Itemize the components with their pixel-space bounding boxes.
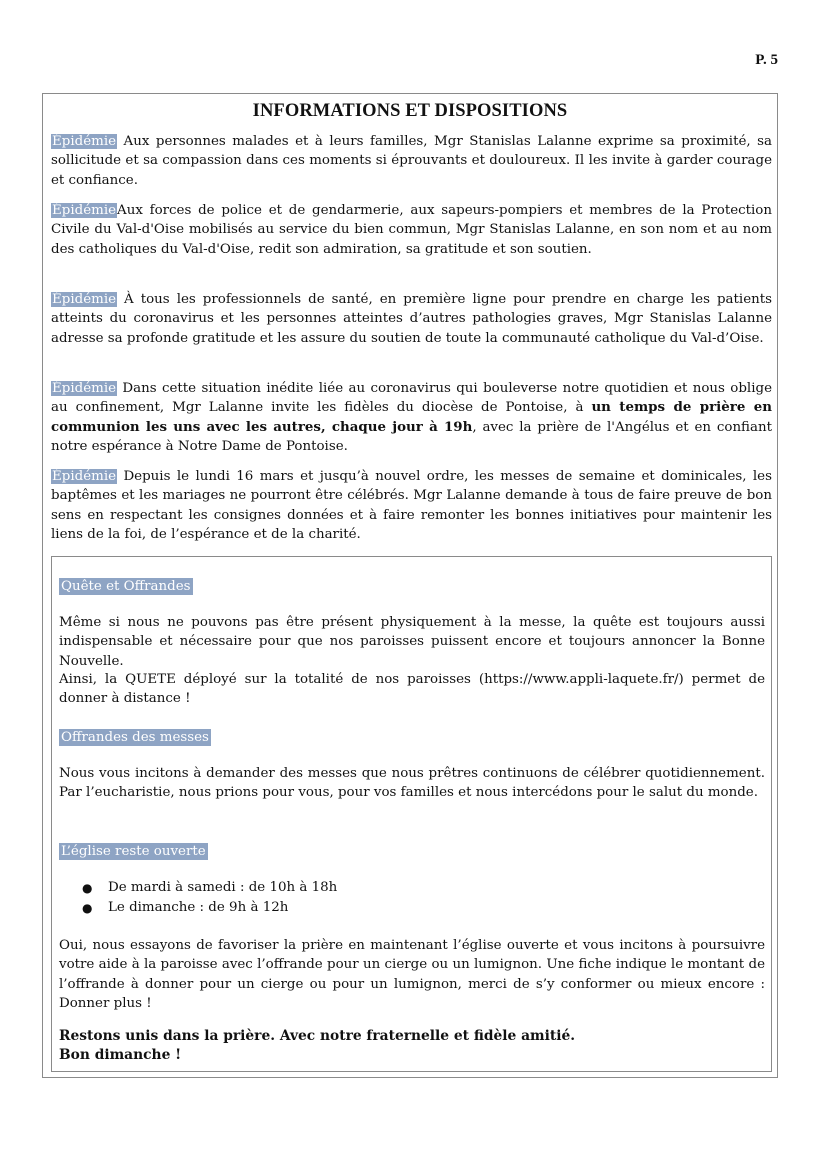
quete-app-text: Ainsi, la QUETE déployé sur la totalité de nos paroisses (https://www.appli-laquete.fr/) permet de donner à distance ! — [59, 672, 765, 707]
section-heading-offrandes: Offrandes des messes — [61, 730, 209, 745]
paragraph-5: Épidémie Depuis le lundi 16 mars et jusqu’à nouvel ordre, les messes de semaine et dominicales, les baptêmes et les mariages ne pourront être célébrés. Mgr Lalanne demande à tous de faire preuve de bon sens en respectant les consignes données et à faire remonter les bonnes initiatives pour maintenir les liens de la foi, de l’espérance et de la charité. — [51, 469, 772, 543]
bullet-icon: ● — [82, 881, 93, 895]
prayer-time-highlight: un temps de prière en communion les uns avec les autres, chaque jour à 19h — [51, 399, 773, 435]
paragraph-1: Épidémie Aux personnes malades et à leurs familles, Mgr Stanislas Lalanne exprime sa proximité, sa sollicitude et sa compassion dans ces moments si éprouvants et douloureux. Il les invite à garder courage et confiance. — [51, 134, 772, 188]
paragraph-3: Épidémie À tous les professionnels de santé, en première ligne pour prendre en charge les patients atteints du coronavirus et les personnes atteintes d’autres pathologies graves, Mgr Stanislas Lalanne adresse sa profonde gratitude et les assure du soutien de toute la communauté catholique du Val-d’Oise. — [51, 292, 772, 346]
opening-hours-list — [80, 878, 337, 918]
closing-message: Restons unis dans la prière. Avec notre fraternelle et fidèle amitié. Bon dimanche ! — [59, 1028, 576, 1064]
epidemie-tag: Épidémie — [52, 203, 117, 218]
section-heading-eglise: L’église reste ouverte — [61, 844, 206, 859]
quete-text: Même si nous ne pouvons pas être présent physiquement à la messe, la quête est toujours aussi indispensable et nécessaire pour que nos paroisses puissent encore et toujours annoncer la Bonne Nouvelle. — [59, 615, 765, 669]
epidemie-tag: Épidémie — [52, 134, 117, 149]
paragraph-4: Épidémie Dans cette situation inédite liée au coronavirus qui bouleverse notre quotidien et nous oblige au confinement, Mgr Lalanne invite les fidèles du diocèse de Pontoise, à un temps de prière en communion les uns avec les autres, chaque jour à 19h, avec la prière de l'Angélus et en confiant notre espérance à Notre Dame de Pontoise. — [51, 381, 773, 455]
bullet-icon: ● — [82, 901, 93, 915]
offrandes-text: Nous vous incitons à demander des messes que nous prêtres continuons de célébrer quotidiennement. Par l’eucharistie, nous prions pour vous, pour vos familles et nous intercédons pour le salut du monde. — [59, 766, 765, 801]
offerings-box — [51, 556, 772, 1072]
page-title: INFORMATIONS ET DISPOSITIONS — [252, 101, 568, 121]
list-item: ● De mardi à samedi : de 10h à 18h — [80, 878, 337, 898]
epidemie-tag: Épidémie — [52, 292, 117, 307]
paragraph-2: ÉpidémieAux forces de police et de gendarmerie, aux sapeurs-pompiers et membres de la Protection Civile du Val-d'Oise mobilisés au service du bien commun, Mgr Stanislas Lalanne, en son nom et au nom des catholiques du Val-d'Oise, redit son admiration, sa gratitude et son soutien. — [51, 203, 772, 257]
section-heading-quete: Quête et Offrandes — [61, 579, 191, 594]
epidemie-tag: Épidémie — [52, 381, 117, 396]
page-number: P. 5 — [755, 52, 778, 68]
list-item: ● Le dimanche : de 9h à 12h — [80, 898, 337, 918]
epidemie-tag: Épidémie — [52, 469, 117, 484]
eglise-text: Oui, nous essayons de favoriser la prière en maintenant l’église ouverte et vous incitons à poursuivre votre aide à la paroisse avec l’offrande pour un cierge ou un lumignon. Une fiche indique le montant de l’offrande à donner pour un cierge ou pour un lumignon, merci de s’y conformer ou mieux encore : Donner plus ! — [59, 938, 765, 1012]
info-frame — [42, 93, 778, 1078]
